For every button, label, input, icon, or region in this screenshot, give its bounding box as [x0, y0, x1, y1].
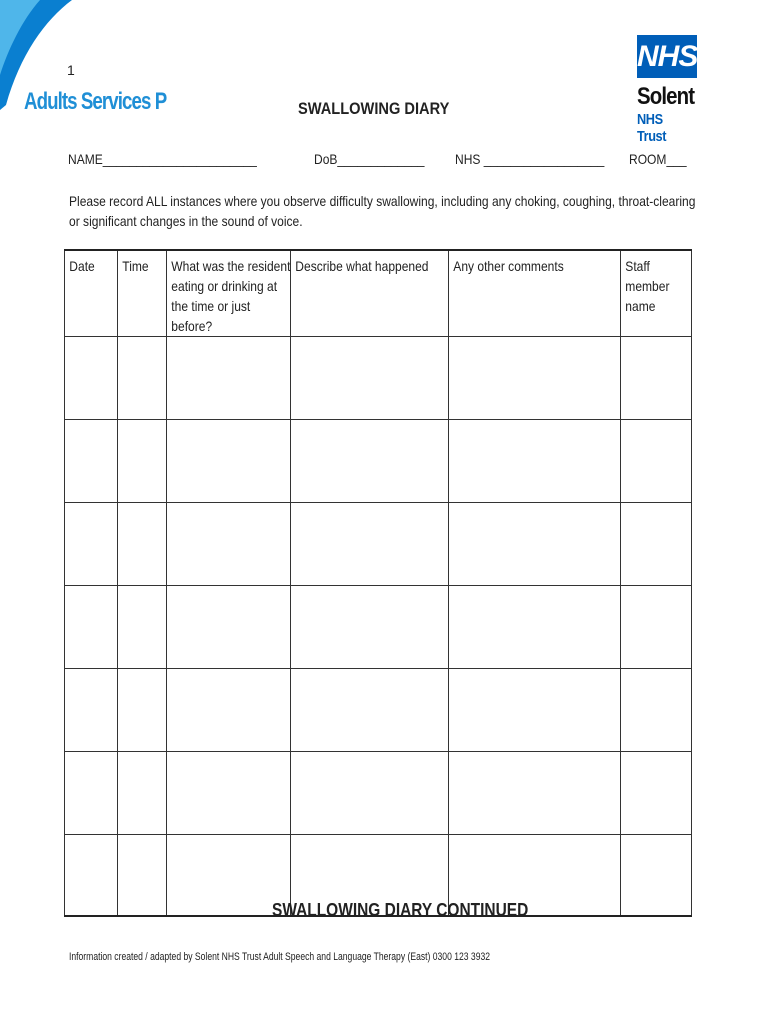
staff-cell[interactable]	[621, 337, 692, 420]
time-cell[interactable]	[118, 835, 167, 917]
column-header-time: Time	[118, 250, 167, 337]
description-cell[interactable]	[291, 669, 449, 752]
staff-cell[interactable]	[621, 420, 692, 503]
nhs-solent-logo	[637, 35, 701, 145]
column-header-description: Describe what happened	[291, 250, 449, 337]
staff-cell[interactable]	[621, 835, 692, 917]
date-cell[interactable]	[65, 503, 118, 586]
comments-cell[interactable]	[449, 337, 621, 420]
date-cell[interactable]	[65, 337, 118, 420]
table-header-row	[65, 250, 692, 337]
swallowing-diary-table	[64, 249, 692, 917]
table-row	[65, 586, 692, 669]
time-cell[interactable]	[118, 503, 167, 586]
page-number: 1	[67, 62, 75, 78]
date-cell[interactable]	[65, 752, 118, 835]
description-cell[interactable]	[291, 420, 449, 503]
description-cell[interactable]	[291, 503, 449, 586]
table-row	[65, 752, 692, 835]
trust-logo-text: NHS Trust	[637, 111, 667, 145]
solent-logo-text: Solent	[637, 83, 695, 110]
food-cell[interactable]	[167, 669, 291, 752]
table-row	[65, 503, 692, 586]
staff-cell[interactable]	[621, 752, 692, 835]
name-field[interactable]: NAME_______________________	[68, 151, 257, 167]
time-cell[interactable]	[118, 669, 167, 752]
description-cell[interactable]	[291, 752, 449, 835]
table-row	[65, 420, 692, 503]
nhs-number-field[interactable]: NHS __________________	[455, 151, 605, 167]
description-cell[interactable]	[291, 586, 449, 669]
food-cell[interactable]	[167, 420, 291, 503]
table-row	[65, 337, 692, 420]
column-header-comments: Any other comments	[449, 250, 621, 337]
time-cell[interactable]	[118, 337, 167, 420]
time-cell[interactable]	[118, 586, 167, 669]
organization-name: Adults Services P	[24, 88, 167, 115]
date-cell[interactable]	[65, 669, 118, 752]
page-title: SWALLOWING DIARY	[298, 99, 450, 118]
time-cell[interactable]	[118, 752, 167, 835]
staff-cell[interactable]	[621, 669, 692, 752]
instructions-text: Please record ALL instances where you observe difficulty swallowing, including any choking, coughing, throat-clearing or significant changes in the sound of voice.	[69, 193, 696, 229]
date-cell[interactable]	[65, 586, 118, 669]
description-cell[interactable]	[291, 337, 449, 420]
food-cell[interactable]	[167, 752, 291, 835]
table-row	[65, 669, 692, 752]
footer-credit: Information created / adapted by Solent NHS Trust Adult Speech and Language Therapy (East) 0300 123 3932	[69, 951, 491, 963]
nhs-logo-box: NHS	[637, 35, 697, 78]
food-cell[interactable]	[167, 586, 291, 669]
comments-cell[interactable]	[449, 669, 621, 752]
continued-heading: SWALLOWING DIARY CONTINUED	[272, 900, 529, 920]
comments-cell[interactable]	[449, 503, 621, 586]
comments-cell[interactable]	[449, 586, 621, 669]
staff-cell[interactable]	[621, 586, 692, 669]
comments-cell[interactable]	[449, 420, 621, 503]
dob-field[interactable]: DoB_____________	[314, 151, 425, 167]
food-cell[interactable]	[167, 337, 291, 420]
column-header-food: What was the resident eating or drinking at the time or just before?	[167, 250, 291, 337]
comments-cell[interactable]	[449, 752, 621, 835]
room-field[interactable]: ROOM___	[629, 151, 687, 167]
date-cell[interactable]	[65, 835, 118, 917]
time-cell[interactable]	[118, 420, 167, 503]
food-cell[interactable]	[167, 503, 291, 586]
date-cell[interactable]	[65, 420, 118, 503]
staff-cell[interactable]	[621, 503, 692, 586]
column-header-date: Date	[65, 250, 118, 337]
column-header-staff: Staff member name	[621, 250, 692, 337]
